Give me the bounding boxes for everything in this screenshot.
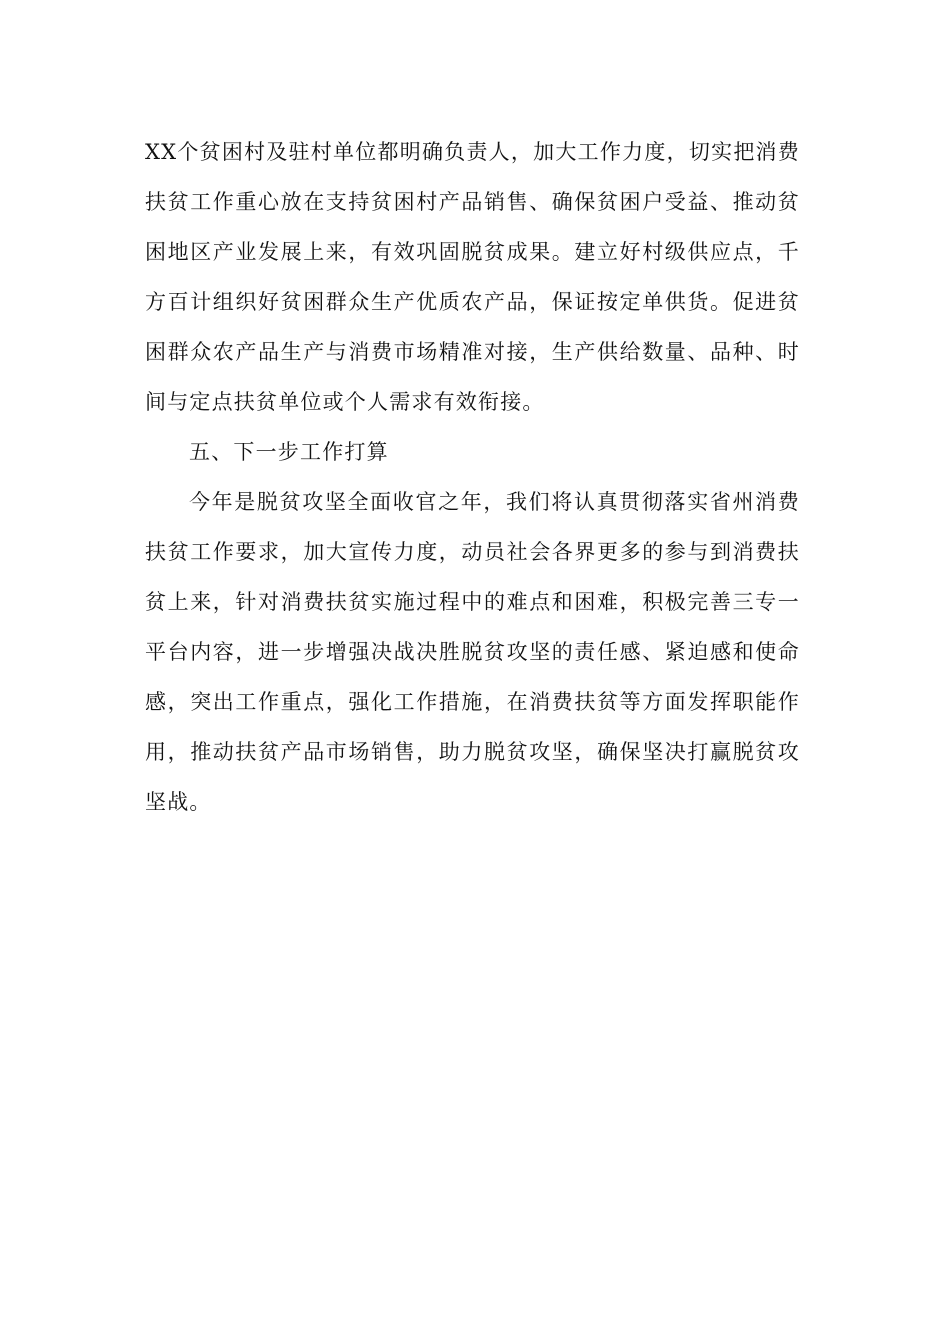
document-body <box>145 127 800 827</box>
section-heading: 五、下一步工作打算 <box>189 440 389 464</box>
closing-paragraph: 今年是脱贫攻坚全面收官之年，我们将认真贯彻落实省州消费扶贫工作要求，加大宣传力度，动员社会各界更多的参与到消费扶贫上来，针对消费扶贫实施过程中的难点和困难，积极完善三专一平台内容，进一步增强决战决胜脱贫攻坚的责任感、紧迫感和使命感，突出工作重点，强化工作措施，在消费扶贫等方面发挥职能作用，推动扶贫产品市场销售，助力脱贫攻坚，确保坚决打赢脱贫攻坚战。 <box>145 490 800 814</box>
continuation-paragraph: XX个贫困村及驻村单位都明确负责人，加大工作力度，切实把消费扶贫工作重心放在支持贫困村产品销售、确保贫困户受益、推动贫困地区产业发展上来，有效巩固脱贫成果。建立好村级供应点，千方百计组织好贫困群众生产优质农产品，保证按定单供货。促进贫困群众农产品生产与消费市场精准对接，生产供给数量、品种、时间与定点扶贫单位或个人需求有效衔接。 <box>145 140 800 414</box>
